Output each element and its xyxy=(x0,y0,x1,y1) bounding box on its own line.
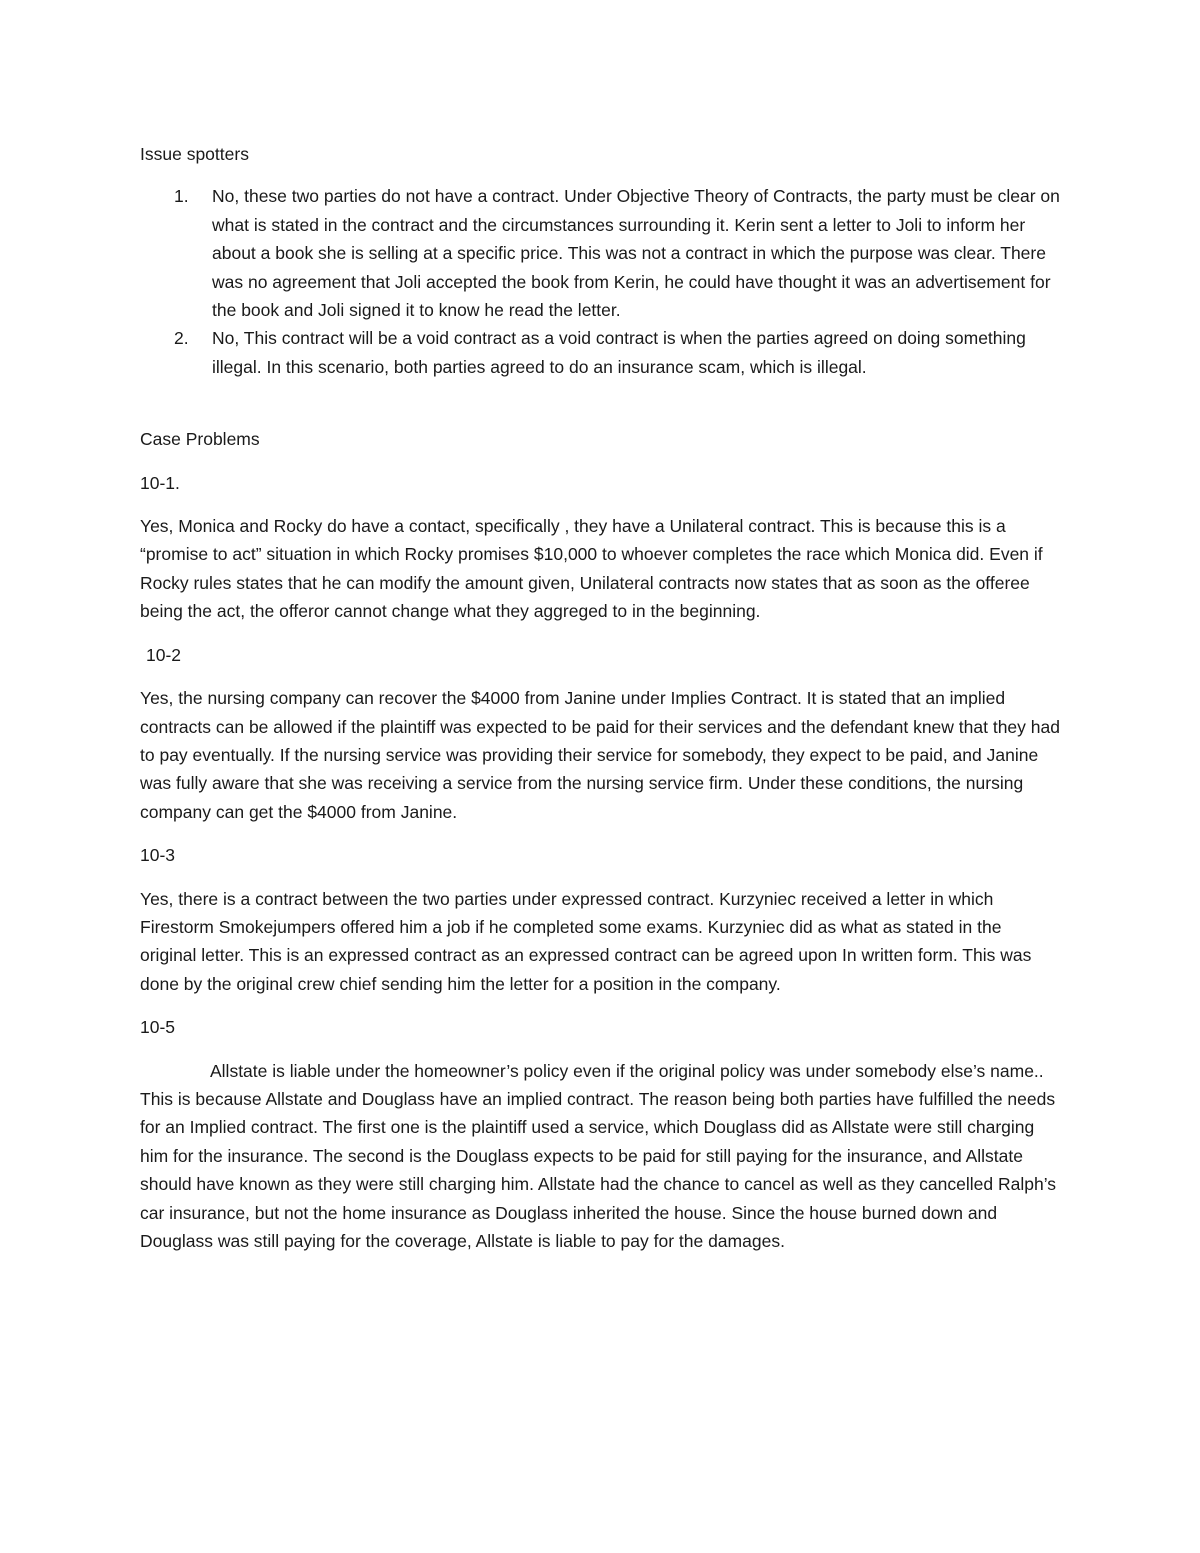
list-item xyxy=(140,324,1060,381)
case-problems-heading: Case Problems xyxy=(140,429,260,450)
spacer xyxy=(140,1042,1060,1057)
case-answer-10-3: Yes, there is a contract between the two parties under expressed contract. Kurzyniec received a letter in which Firestorm Smokejumpers offered him a job if he completed some exams. Kurzyniec did as what as stated in the original letter. This is an expressed contract as an expressed contract can be agreed upon In written form. This was done by the original crew chief sending him the letter for a position in the company. xyxy=(140,888,1032,994)
case-label-10-1: 10-1. xyxy=(140,472,180,493)
case-label-10-3: 10-3 xyxy=(140,845,176,866)
spacer xyxy=(140,454,1060,469)
case-answer-10-1: Yes, Monica and Rocky do have a contact, specifically , they have a Unilateral contract. This is because this is a “promise to act” situation in which Rocky promises $10,000 to whoever completes the race which Monica did. Even if Rocky rules states that he can modify the amount given, Unilateral contracts now states that as soon as the offeree being the act, the offeror cannot change what they aggreged to in the beginning. xyxy=(140,516,1043,622)
spacer xyxy=(140,826,1060,841)
case-answer-10-2: Yes, the nursing company can recover the $4000 from Janine under Implies Contract. It is stated that an implied contracts can be allowed if the plaintiff was expected to be paid for their services and the defendant knew that they had to pay eventually. If the nursing service was providing their service for somebody, they expect to be paid, and Janine was fully aware that she was receiving a service from the nursing service firm. Under these conditions, the nursing company can get the $4000 from Janine. xyxy=(140,688,1060,822)
case-label-10-2: 10-2 xyxy=(146,644,182,665)
issue-spotters-list xyxy=(140,182,1060,381)
section-spacer xyxy=(140,381,1060,425)
list-item-text: No, these two parties do not have a contract. Under Objective Theory of Contracts, the party must be clear on what is stated in the contract and the circumstances surrounding it. Kerin sent a letter to Joli to inform her about a book she is selling at a specific price. This was not a contract in which the purpose was clear. There was no agreement that Joli accepted the book from Kerin, he could have thought it was an advertisement for the book and Joli signed it to know he read the letter. xyxy=(212,186,1060,321)
issue-spotters-heading: Issue spotters xyxy=(140,144,249,164)
list-item-number: 2. xyxy=(174,328,189,349)
document-page xyxy=(140,140,1060,1255)
spacer xyxy=(140,669,1060,684)
list-item xyxy=(140,182,1060,324)
spacer xyxy=(140,870,1060,885)
case-label-10-5: 10-5 xyxy=(140,1017,176,1038)
list-item-text: No, This contract will be a void contract as a void contract is when the parties agreed on doing something illegal. In this scenario, both parties agreed to do an insurance scam, which is illegal. xyxy=(212,328,1026,377)
spacer xyxy=(140,497,1060,512)
list-item-number: 1. xyxy=(174,186,189,207)
spacer xyxy=(140,626,1060,641)
case-answer-10-5: Allstate is liable under the homeowner’s policy even if the original policy was under somebody else’s name.. This is because Allstate and Douglass have an implied contract. The reason being both parties have fulfilled the needs for an Implied contract. The first one is the plaintiff used a service, which Douglass did as Allstate were still charging him for the insurance. The second is the Douglass expects to be paid for still paying for the insurance, and Allstate should have known as they were still charging him. Allstate had the chance to cancel as well as they cancelled Ralph’s car insurance, but not the home insurance as Douglass inherited the house. Since the house burned down and Douglass was still paying for the coverage, Allstate is liable to pay for the damages. xyxy=(140,1060,1057,1251)
spacer xyxy=(140,998,1060,1013)
